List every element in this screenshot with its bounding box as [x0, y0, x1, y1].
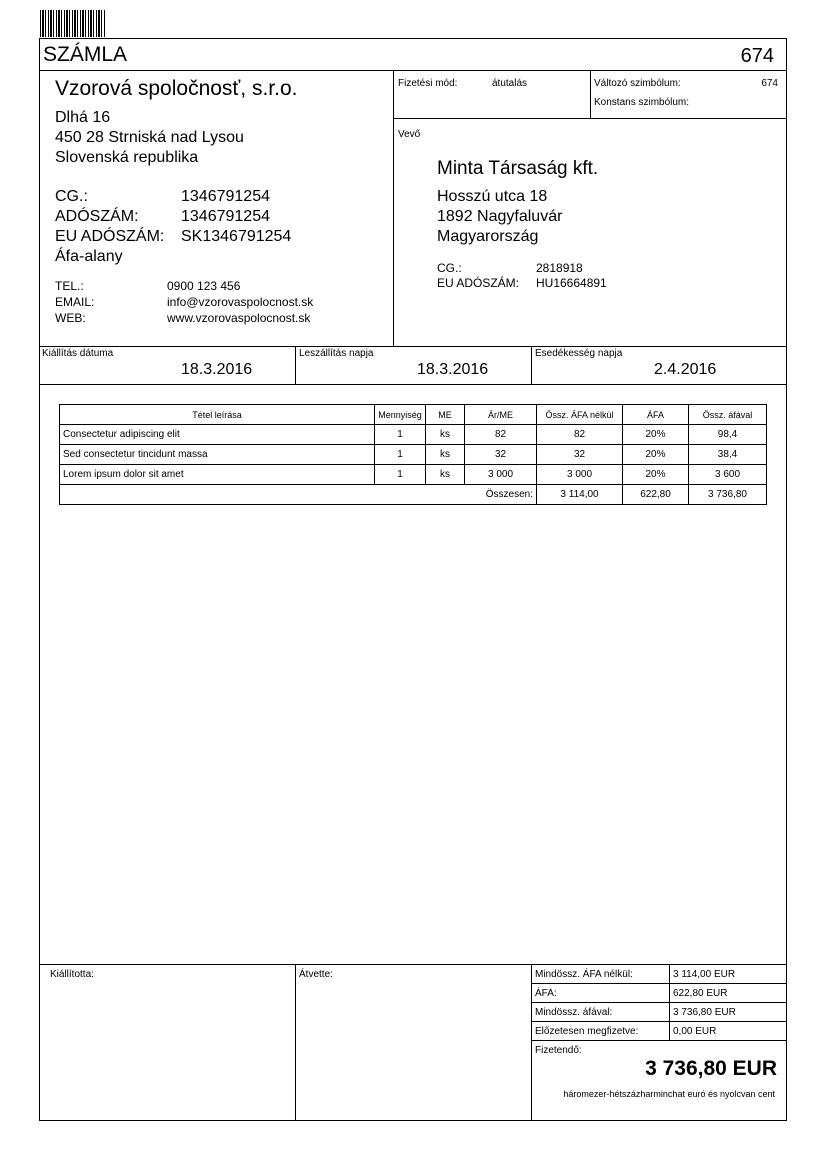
item-quantity: 1 [375, 445, 426, 465]
due-date-value: 2.4.2016 [654, 361, 717, 378]
table-row [60, 445, 767, 465]
item-gross: 38,4 [689, 445, 767, 465]
item-description: Lorem ipsum dolor sit amet [60, 465, 375, 485]
seller-eutax-label: EU ADÓSZÁM: [55, 228, 165, 245]
items-table [59, 404, 767, 505]
divider [531, 1021, 787, 1022]
summary-gross-label: Mindössz. áfával: [535, 1007, 613, 1018]
invoice-title: SZÁMLA [43, 43, 128, 66]
item-unit-price: 82 [465, 425, 537, 445]
seller-eutax-value: SK1346791254 [181, 228, 292, 245]
seller-name: Vzorová spoločnosť, s.r.o. [55, 77, 298, 100]
divider [39, 70, 787, 71]
col-header-unit: ME [426, 405, 465, 425]
item-net: 3 000 [537, 465, 623, 485]
divider [531, 346, 532, 384]
delivery-date-label: Leszállítás napja [299, 348, 374, 359]
seller-email-value: info@vzorovaspolocnost.sk [167, 295, 314, 309]
item-net: 32 [537, 445, 623, 465]
divider [39, 384, 787, 385]
item-description: Sed consectetur tincidunt massa [60, 445, 375, 465]
item-unit: ks [426, 465, 465, 485]
items-total-label: Összesen: [60, 485, 537, 505]
payable-label: Fizetendő: [535, 1045, 582, 1056]
item-vat: 20% [623, 425, 689, 445]
summary-prepaid-value: 0,00 EUR [673, 1026, 717, 1037]
seller-street: Dlhá 16 [55, 109, 111, 126]
issue-date-label: Kiállítás dátuma [42, 348, 114, 359]
table-row [60, 465, 767, 485]
divider [531, 1002, 787, 1003]
payable-amount: 3 736,80 EUR [645, 1057, 777, 1080]
variable-symbol-value: 674 [761, 78, 778, 89]
buyer-section-label: Vevő [398, 129, 421, 140]
item-gross: 3 600 [689, 465, 767, 485]
buyer-cg-label: CG.: [437, 261, 462, 275]
col-header-description: Tétel leírása [60, 405, 375, 425]
seller-tel-label: TEL.: [55, 279, 84, 293]
seller-tax-value: 1346791254 [181, 208, 270, 225]
seller-web-label: WEB: [55, 311, 86, 325]
item-unit: ks [426, 445, 465, 465]
summary-net-value: 3 114,00 EUR [673, 969, 736, 980]
summary-vat-value: 622,80 EUR [673, 988, 728, 999]
items-total-net: 3 114,00 [537, 485, 623, 505]
payment-method-value: átutalás [492, 78, 528, 89]
issue-date-value: 18.3.2016 [181, 361, 253, 378]
seller-cg-value: 1346791254 [181, 188, 270, 205]
items-header-row [60, 405, 767, 425]
item-unit-price: 32 [465, 445, 537, 465]
divider [39, 346, 787, 347]
divider [295, 964, 296, 1121]
divider [295, 346, 296, 384]
seller-cg-label: CG.: [55, 188, 88, 205]
buyer-city: 1892 Nagyfaluvár [437, 208, 563, 225]
item-net: 82 [537, 425, 623, 445]
item-vat: 20% [623, 465, 689, 485]
summary-prepaid-label: Előzetesen megfizetve: [535, 1026, 639, 1037]
payable-amount-in-words: háromezer-hétszázharminchat euró és nyolcvan cent [563, 1089, 775, 1099]
item-description: Consectetur adipiscing elit [60, 425, 375, 445]
item-vat: 20% [623, 445, 689, 465]
variable-symbol-label: Változó szimbólum: [594, 78, 681, 89]
buyer-street: Hosszú utca 18 [437, 188, 548, 205]
seller-email-label: EMAIL: [55, 295, 95, 309]
buyer-cg-value: 2818918 [536, 261, 583, 275]
summary-gross-value: 3 736,80 EUR [673, 1007, 736, 1018]
items-total-row [60, 485, 767, 505]
divider [590, 70, 591, 118]
divider [531, 983, 787, 984]
invoice-number: 674 [740, 45, 774, 67]
seller-vat-status: Áfa-alany [55, 248, 123, 265]
summary-net-label: Mindössz. ÁFA nélkül: [535, 969, 633, 980]
seller-tax-label: ADÓSZÁM: [55, 208, 139, 225]
item-unit: ks [426, 425, 465, 445]
received-by-label: Átvette: [299, 969, 333, 980]
invoice-frame [39, 38, 787, 1121]
buyer-eutax-label: EU ADÓSZÁM: [437, 276, 520, 290]
buyer-eutax-value: HU16664891 [536, 276, 607, 290]
col-header-unit-price: Ár/ME [465, 405, 537, 425]
seller-country: Slovenská republika [55, 149, 199, 166]
col-header-quantity: Mennyiség [375, 405, 426, 425]
divider [393, 118, 787, 119]
item-gross: 98,4 [689, 425, 767, 445]
col-header-gross: Össz. áfával [689, 405, 767, 425]
buyer-country: Magyarország [437, 228, 539, 245]
payment-method-label: Fizetési mód: [398, 78, 458, 89]
col-header-vat: ÁFA [623, 405, 689, 425]
item-quantity: 1 [375, 465, 426, 485]
seller-city: 450 28 Strniská nad Lysou [55, 129, 244, 146]
due-date-label: Esedékesség napja [535, 348, 623, 359]
items-total-gross: 3 736,80 [689, 485, 767, 505]
table-row [60, 425, 767, 445]
buyer-name: Minta Társaság kft. [437, 158, 599, 179]
seller-web-value: www.vzorovaspolocnost.sk [167, 311, 311, 325]
divider [531, 964, 532, 1121]
barcode [40, 10, 106, 37]
constant-symbol-label: Konstans szimbólum: [594, 97, 690, 108]
seller-tel-value: 0900 123 456 [167, 279, 241, 293]
item-unit-price: 3 000 [465, 465, 537, 485]
divider [531, 1040, 787, 1041]
item-quantity: 1 [375, 425, 426, 445]
summary-vat-label: ÁFA: [535, 988, 557, 999]
col-header-net: Össz. ÁFA nélkül [537, 405, 623, 425]
delivery-date-value: 18.3.2016 [417, 361, 489, 378]
items-total-vat: 622,80 [623, 485, 689, 505]
divider [39, 964, 787, 965]
divider [393, 70, 394, 346]
issued-by-label: Kiállította: [50, 969, 94, 980]
